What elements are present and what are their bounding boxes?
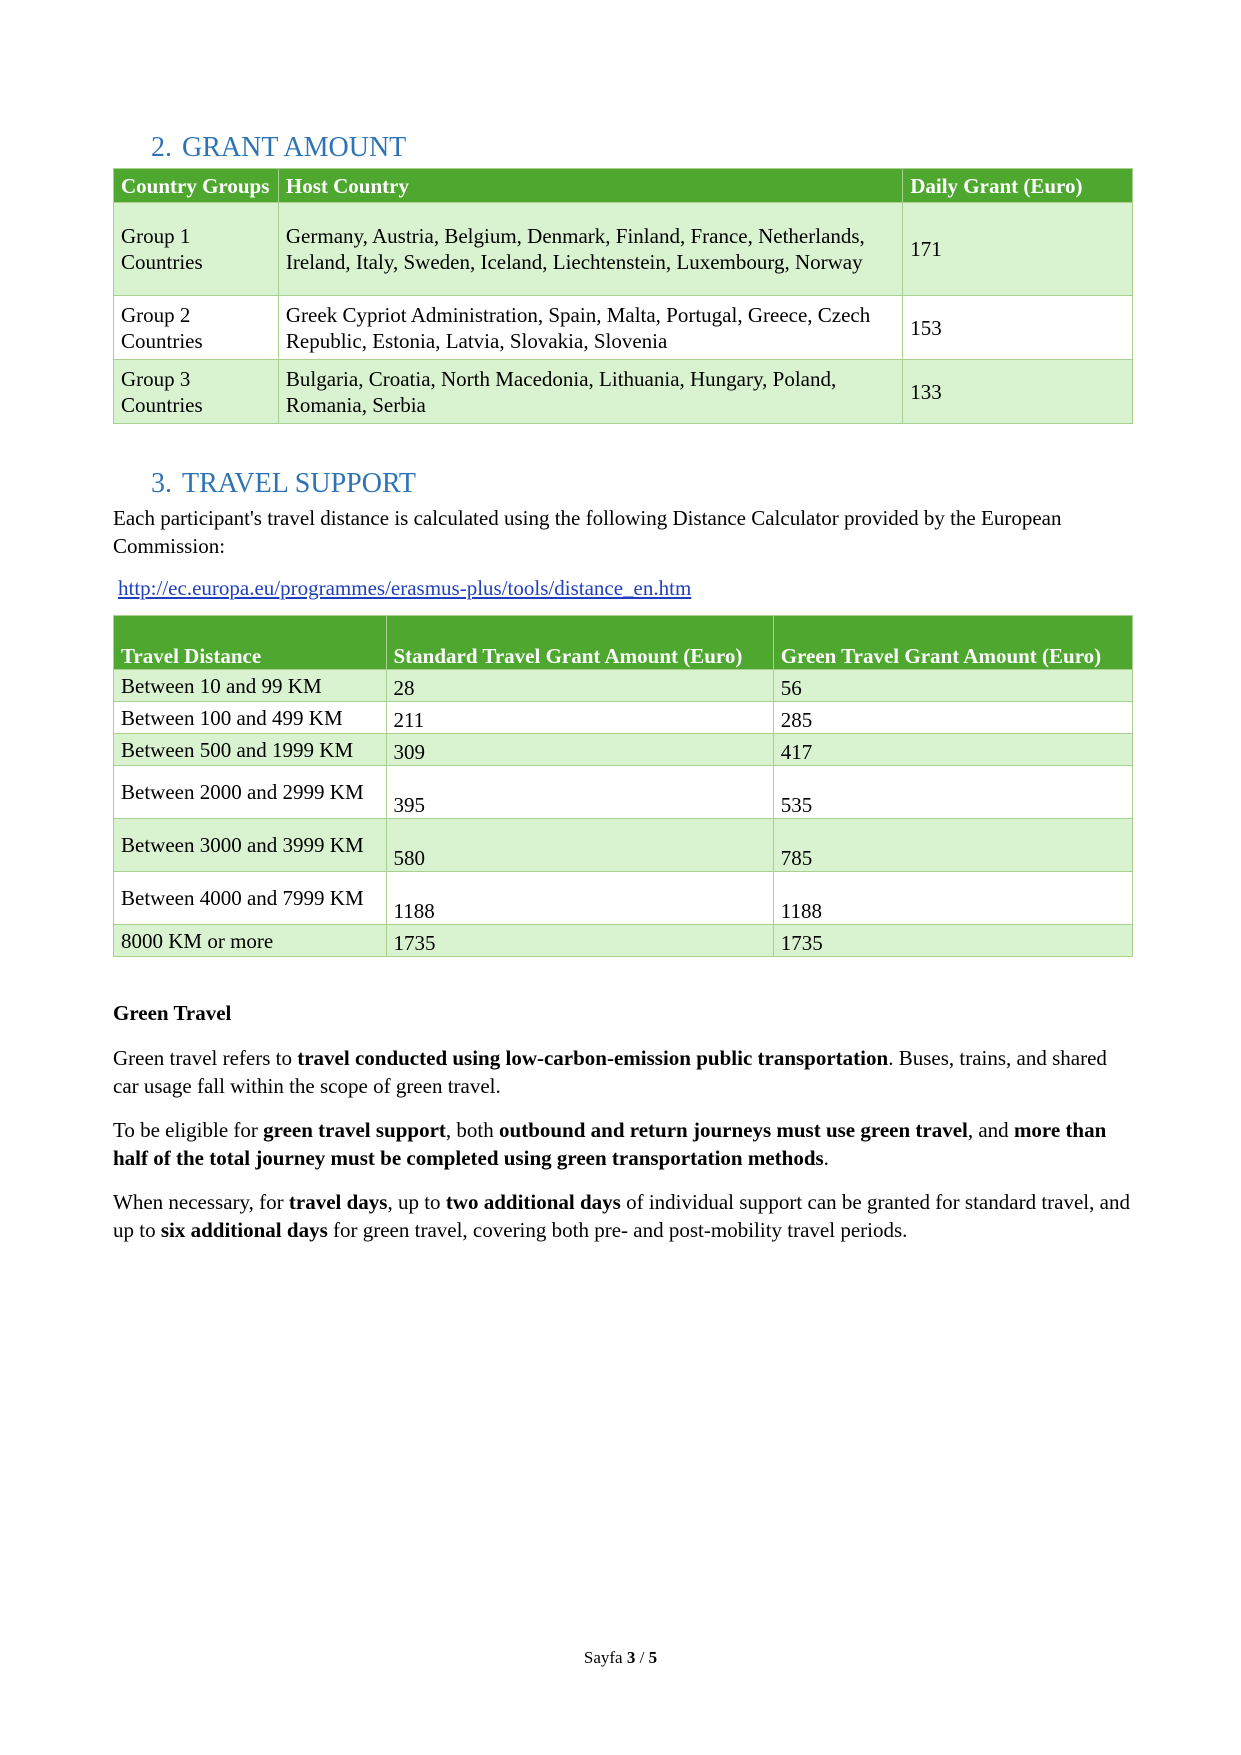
green-travel-paragraph-2: To be eligible for green travel support, both outbound and return journeys must use green travel, and more than half of the total journey must be completed using green transportation methods. [113, 1118, 1107, 1170]
green-grant: 56 [773, 670, 1132, 702]
standard-grant: 28 [386, 670, 773, 702]
green-grant: 1735 [773, 925, 1132, 957]
green-travel-paragraph-1: Green travel refers to travel conducted using low-carbon-emission public transportation. Buses, trains, and shared car usage fall within the scope of green travel. [113, 1046, 1107, 1098]
table-row [114, 670, 1133, 702]
table-row [114, 296, 1133, 360]
table-row [114, 819, 1133, 872]
travel-intro: Each participant's travel distance is calculated using the following Distance Calculator provided by the European Commission: [113, 506, 1062, 558]
travel-support-table [113, 615, 1133, 957]
travel-distance: Between 100 and 499 KM [114, 702, 387, 734]
section-heading-grant-amount [113, 128, 1133, 168]
table-header: Green Travel Grant Amount (Euro) [773, 616, 1132, 670]
travel-distance: Between 500 and 1999 KM [114, 734, 387, 766]
distance-calculator-link[interactable]: http://ec.europa.eu/programmes/erasmus-plus/tools/distance_en.htm [118, 576, 692, 600]
travel-distance: Between 2000 and 2999 KM [114, 766, 387, 819]
table-row [114, 734, 1133, 766]
country-group: Group 2 Countries [114, 296, 279, 360]
section-title: TRAVEL SUPPORT [182, 468, 417, 499]
table-row [114, 872, 1133, 925]
travel-distance: 8000 KM or more [114, 925, 387, 957]
footer-label: Sayfa [583, 1648, 623, 1667]
standard-grant: 395 [386, 766, 773, 819]
standard-grant: 211 [386, 702, 773, 734]
section-title: GRANT AMOUNT [182, 132, 407, 163]
green-grant: 785 [773, 819, 1132, 872]
green-travel-paragraph-3: When necessary, for travel days, up to two additional days of individual support can be granted for standard travel, and up to six additional days for green travel, covering both pre- and post-mobility travel periods. [113, 1190, 1130, 1242]
footer-separator: / [639, 1648, 645, 1667]
table-header: Standard Travel Grant Amount (Euro) [386, 616, 773, 670]
travel-distance: Between 10 and 99 KM [114, 670, 387, 702]
total-page-count: 5 [648, 1648, 658, 1667]
section-number: 2. [151, 132, 172, 163]
green-grant: 285 [773, 702, 1132, 734]
table-header: Travel Distance [114, 616, 387, 670]
current-page-number: 3 [626, 1648, 636, 1667]
section-number: 3. [151, 468, 172, 499]
travel-distance: Between 4000 and 7999 KM [114, 872, 387, 925]
green-grant: 535 [773, 766, 1132, 819]
page-footer [0, 1648, 1241, 1668]
daily-grant: 153 [903, 296, 1133, 360]
green-travel-title: Green Travel [113, 1001, 232, 1025]
standard-grant: 1188 [386, 872, 773, 925]
grant-amount-table [113, 168, 1133, 424]
travel-distance: Between 3000 and 3999 KM [114, 819, 387, 872]
host-countries: Bulgaria, Croatia, North Macedonia, Lithuania, Hungary, Poland, Romania, Serbia [278, 360, 902, 424]
section-heading-travel-support [113, 464, 1133, 504]
standard-grant: 1735 [386, 925, 773, 957]
table-row [114, 360, 1133, 424]
green-grant: 1188 [773, 872, 1132, 925]
green-grant: 417 [773, 734, 1132, 766]
country-group: Group 1 Countries [114, 203, 279, 296]
table-row [114, 203, 1133, 296]
standard-grant: 309 [386, 734, 773, 766]
table-header: Host Country [278, 169, 902, 203]
host-countries: Greek Cypriot Administration, Spain, Malta, Portugal, Greece, Czech Republic, Estonia, Latvia, Slovakia, Slovenia [278, 296, 902, 360]
table-header: Daily Grant (Euro) [903, 169, 1133, 203]
host-countries: Germany, Austria, Belgium, Denmark, Finland, France, Netherlands, Ireland, Italy, Sweden, Iceland, Liechtenstein, Luxembourg, Norway [278, 203, 902, 296]
table-row [114, 702, 1133, 734]
country-group: Group 3 Countries [114, 360, 279, 424]
table-row [114, 766, 1133, 819]
table-header: Country Groups [114, 169, 279, 203]
daily-grant: 171 [903, 203, 1133, 296]
daily-grant: 133 [903, 360, 1133, 424]
standard-grant: 580 [386, 819, 773, 872]
document-page [113, 128, 1133, 1244]
table-row [114, 925, 1133, 957]
